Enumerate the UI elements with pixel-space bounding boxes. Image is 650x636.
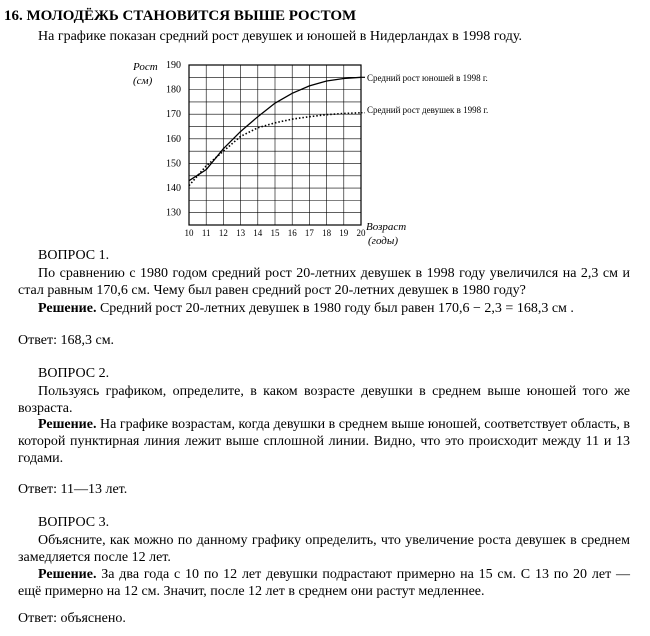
page-title: 16. МОЛОДЁЖЬ СТАНОВИТСЯ ВЫШЕ РОСТОМ (4, 8, 357, 24)
y-tick-label: 150 (166, 158, 181, 170)
y-tick-label: 170 (166, 109, 181, 121)
chart-series (189, 77, 365, 185)
legend-boys: Средний рост юношей в 1998 г. (367, 73, 488, 83)
q1-heading: ВОПРОС 1. (38, 248, 110, 263)
q3-solution-label: Решение. (38, 567, 97, 582)
x-tick-label: 15 (270, 228, 280, 238)
x-tick-label: 14 (253, 228, 263, 238)
height-chart (125, 55, 525, 255)
y-tick-label: 160 (166, 133, 181, 145)
x-tick-label: 11 (201, 228, 211, 238)
x-tick-label: 16 (287, 228, 297, 238)
y-tick-label: 130 (166, 207, 181, 219)
x-tick-label: 13 (236, 228, 246, 238)
y-axis-label: Рост (133, 61, 158, 73)
q3-solution-text: За два года с 10 по 12 лет девушки подрастают примерно на 15 см. С 13 по 20 лет — ещё примерно на 12 см. Значит, после 12 лет в среднем они растут медленнее. (18, 567, 630, 599)
y-tick-label: 140 (166, 183, 181, 195)
q2-text: Пользуясь графиком, определите, в каком возрасте девушки в среднем выше юношей того же возраста. (18, 384, 630, 416)
q2-answer: Ответ: 11—13 лет. (18, 482, 128, 497)
y-tick-label: 190 (166, 60, 181, 71)
q1-solution (18, 300, 630, 317)
chart-grid (189, 65, 361, 225)
intro-text: На графике показан средний рост девушек и юношей в Нидерландах в 1998 году. (38, 29, 522, 44)
x-tick-label: 17 (304, 228, 314, 238)
x-axis-label: Возраст (366, 221, 407, 233)
x-tick-label: 20 (356, 228, 366, 238)
y-tick-label: 180 (166, 84, 181, 96)
q1-text: По сравнению с 1980 годом средний рост 20-летних девушек в 1998 году увеличился на 2,3 см и стал равным 170,6 см. Чему был равен средний рост 20-летних девушек в 1980 году? (18, 266, 630, 298)
x-tick-label: 10 (184, 228, 194, 238)
q3-text: Объясните, как можно по данному графику определить, что увеличение роста девушек в среднем замедляется после 12 лет. (18, 533, 630, 565)
q1-solution-text: Средний рост 20-летних девушек в 1980 году был равен 170,6 − 2,3 = 168,3 см . (96, 301, 574, 316)
q3-heading: ВОПРОС 3. (38, 515, 110, 530)
q3-answer: Ответ: объяснено. (18, 611, 126, 626)
q1-answer: Ответ: 168,3 см. (18, 333, 115, 348)
q2-solution (18, 416, 630, 467)
x-tick-label: 12 (218, 228, 228, 238)
legend-girls: Средний рост девушек в 1998 г. (367, 105, 489, 115)
q2-solution-text: На графике возрастам, когда девушки в среднем выше юношей, соответствует область, в которой пунктирная линия лежит выше сплошной линии. Видно, что это происходит между 11 и 13 годами. (18, 417, 630, 466)
x-tick-label: 19 (339, 228, 349, 238)
q1-solution-label: Решение. (38, 301, 97, 316)
x-tick-label: 18 (322, 228, 332, 238)
x-axis-unit: (годы) (368, 235, 398, 247)
y-axis-unit: (см) (133, 75, 153, 87)
chart-ticks (166, 60, 366, 238)
q2-heading: ВОПРОС 2. (38, 366, 110, 381)
q3-solution (18, 566, 630, 600)
q2-solution-label: Решение. (38, 417, 97, 432)
